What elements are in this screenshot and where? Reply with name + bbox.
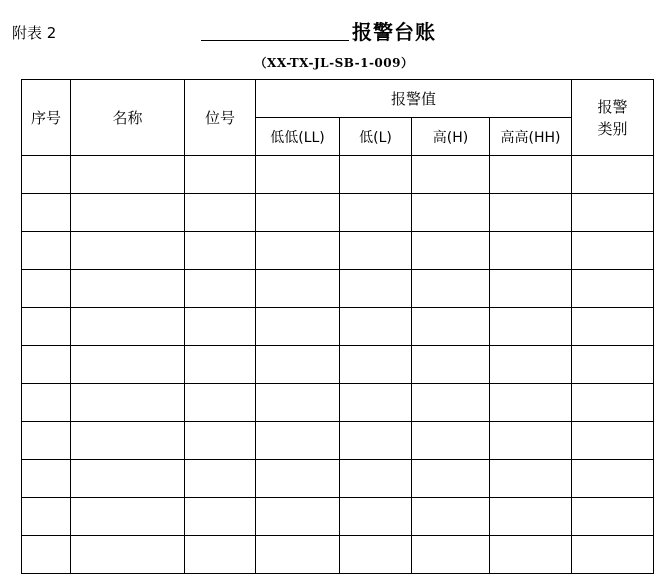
cell-alarm-type <box>572 498 654 536</box>
cell-low-low <box>256 498 340 536</box>
cell-name <box>71 498 185 536</box>
cell-low-low <box>256 536 340 574</box>
cell-seq <box>22 156 71 194</box>
cell-seq <box>22 422 71 460</box>
cell-name <box>71 536 185 574</box>
ledger-body <box>22 156 654 574</box>
cell-high <box>412 232 490 270</box>
cell-name <box>71 460 185 498</box>
cell-low-low <box>256 232 340 270</box>
cell-low <box>340 232 412 270</box>
cell-name <box>71 422 185 460</box>
cell-low-low <box>256 384 340 422</box>
header-alarm-type-line1: 报警 <box>597 97 628 116</box>
header-seq: 序号 <box>22 80 71 156</box>
cell-low-low <box>256 156 340 194</box>
cell-alarm-type <box>572 422 654 460</box>
cell-tag <box>185 308 256 346</box>
title-blank-line <box>201 40 349 41</box>
cell-high <box>412 308 490 346</box>
cell-tag <box>185 232 256 270</box>
cell-alarm-type <box>572 308 654 346</box>
header-low: 低(L) <box>340 118 412 156</box>
cell-high <box>412 384 490 422</box>
cell-name <box>71 346 185 384</box>
cell-high-high <box>490 498 572 536</box>
cell-high <box>412 194 490 232</box>
cell-tag <box>185 460 256 498</box>
cell-low <box>340 422 412 460</box>
cell-name <box>71 156 185 194</box>
cell-high-high <box>490 308 572 346</box>
cell-seq <box>22 194 71 232</box>
cell-tag <box>185 422 256 460</box>
appendix-label: 附表 2 <box>12 24 57 42</box>
table-row <box>22 156 654 194</box>
cell-alarm-type <box>572 460 654 498</box>
cell-high-high <box>490 346 572 384</box>
cell-high-high <box>490 536 572 574</box>
cell-tag <box>185 536 256 574</box>
cell-tag <box>185 156 256 194</box>
cell-high-high <box>490 270 572 308</box>
cell-low-low <box>256 194 340 232</box>
header-high-high: 高高(HH) <box>490 118 572 156</box>
cell-name <box>71 194 185 232</box>
cell-alarm-type <box>572 232 654 270</box>
cell-low <box>340 346 412 384</box>
header-alarm-type-line2: 类别 <box>597 119 628 138</box>
table-row <box>22 270 654 308</box>
table-row <box>22 194 654 232</box>
cell-low <box>340 460 412 498</box>
document-code: （XX-TX-JL-SB-1-009） <box>254 56 414 70</box>
cell-tag <box>185 384 256 422</box>
table-row <box>22 346 654 384</box>
cell-low <box>340 194 412 232</box>
cell-low <box>340 308 412 346</box>
cell-name <box>71 232 185 270</box>
cell-high-high <box>490 422 572 460</box>
cell-seq <box>22 270 71 308</box>
cell-alarm-type <box>572 156 654 194</box>
document-title: 报警台账 <box>352 20 436 44</box>
cell-high-high <box>490 156 572 194</box>
cell-high-high <box>490 460 572 498</box>
cell-low <box>340 498 412 536</box>
table-row <box>22 460 654 498</box>
cell-low-low <box>256 308 340 346</box>
cell-seq <box>22 308 71 346</box>
table-row <box>22 422 654 460</box>
table-row <box>22 498 654 536</box>
cell-tag <box>185 498 256 536</box>
cell-low <box>340 270 412 308</box>
cell-high <box>412 346 490 384</box>
cell-low-low <box>256 346 340 384</box>
header-high: 高(H) <box>412 118 490 156</box>
cell-high <box>412 270 490 308</box>
cell-low-low <box>256 422 340 460</box>
header-alarm-type <box>572 80 654 156</box>
cell-name <box>71 384 185 422</box>
cell-tag <box>185 346 256 384</box>
header-low-low: 低低(LL) <box>256 118 340 156</box>
cell-name <box>71 270 185 308</box>
cell-high-high <box>490 194 572 232</box>
cell-high <box>412 498 490 536</box>
table-row <box>22 384 654 422</box>
cell-high <box>412 460 490 498</box>
cell-high <box>412 422 490 460</box>
alarm-ledger-table <box>21 79 654 574</box>
cell-alarm-type <box>572 536 654 574</box>
table-row <box>22 308 654 346</box>
cell-low <box>340 384 412 422</box>
table-row <box>22 536 654 574</box>
cell-tag <box>185 194 256 232</box>
cell-low-low <box>256 270 340 308</box>
cell-seq <box>22 460 71 498</box>
cell-seq <box>22 536 71 574</box>
cell-name <box>71 308 185 346</box>
cell-seq <box>22 498 71 536</box>
cell-tag <box>185 270 256 308</box>
cell-alarm-type <box>572 346 654 384</box>
cell-high-high <box>490 232 572 270</box>
cell-alarm-type <box>572 194 654 232</box>
cell-high-high <box>490 384 572 422</box>
header-tag: 位号 <box>185 80 256 156</box>
cell-high <box>412 156 490 194</box>
cell-low-low <box>256 460 340 498</box>
cell-high <box>412 536 490 574</box>
cell-seq <box>22 346 71 384</box>
header-name: 名称 <box>71 80 185 156</box>
table-row <box>22 232 654 270</box>
cell-low <box>340 536 412 574</box>
cell-seq <box>22 384 71 422</box>
header-alarm-value: 报警值 <box>256 80 572 118</box>
cell-alarm-type <box>572 270 654 308</box>
cell-alarm-type <box>572 384 654 422</box>
cell-low <box>340 156 412 194</box>
cell-seq <box>22 232 71 270</box>
